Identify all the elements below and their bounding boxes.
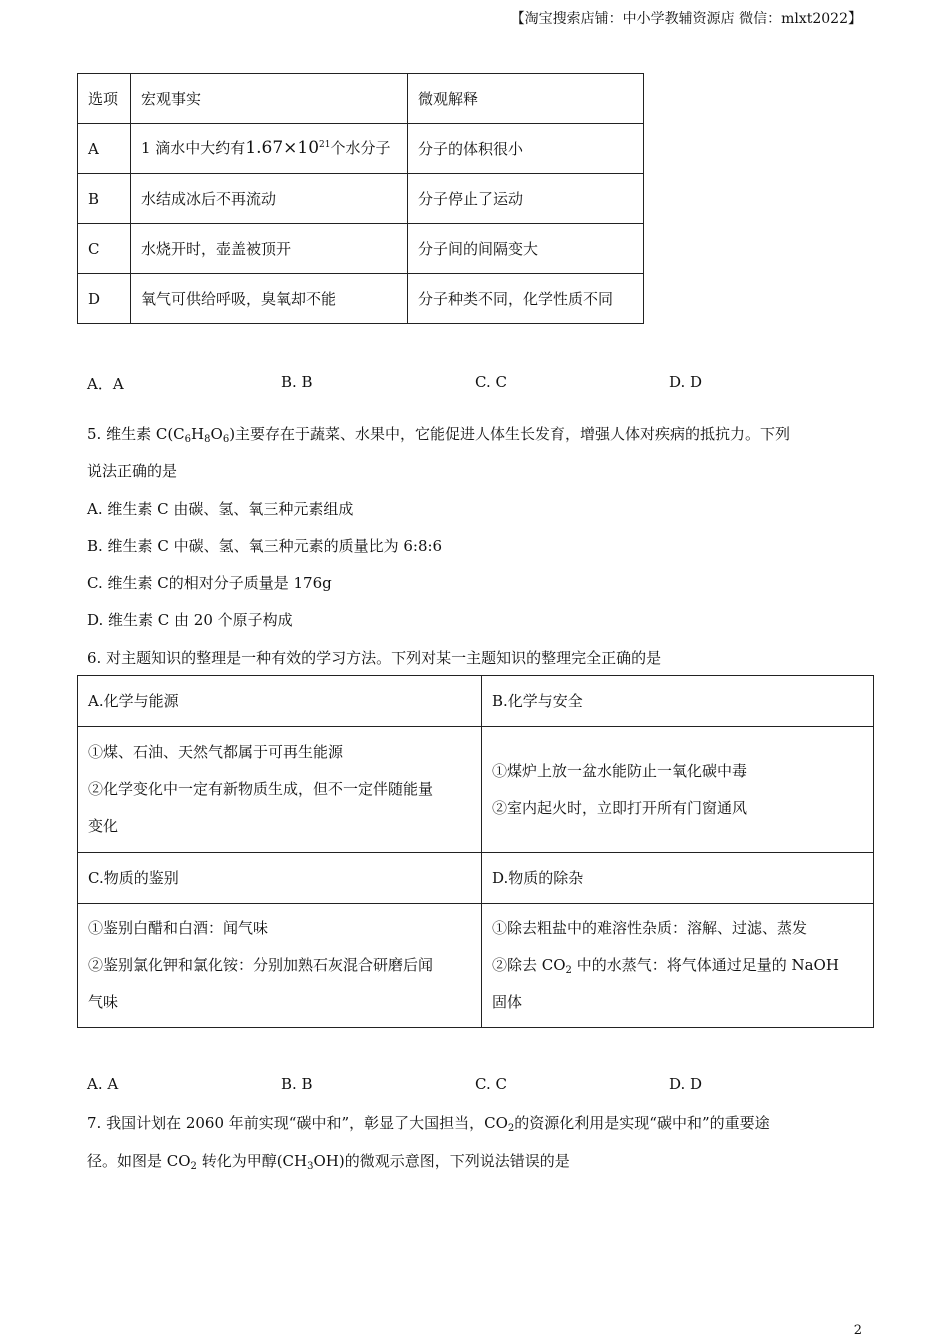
q4-table (77, 73, 644, 324)
cell-line: 变化 (88, 817, 119, 835)
subscript: 3 (307, 1161, 314, 1172)
subscript: 2 (190, 1161, 197, 1172)
stem-text: 的资源化利用是实现“碳中和”的重要途 (514, 1114, 770, 1132)
cell-line: ①除去粗盐中的难溶性杂质：溶解、过滤、蒸发 (492, 919, 808, 937)
table-header-cell: A.化学与能源 (78, 676, 482, 727)
table-cell: 分子停止了运动 (408, 174, 644, 224)
cell-line (492, 947, 863, 984)
table-header-cell: 选项 (78, 74, 131, 124)
q7-stem (87, 1112, 770, 1133)
sci-number: 1.67×10 (245, 138, 320, 159)
table-row (78, 224, 644, 274)
table-row (78, 904, 874, 1028)
option-a[interactable]: A．A (87, 375, 124, 393)
cell-line: ②室内起火时，立即打开所有门窗通风 (492, 798, 748, 817)
table-cell: A (78, 124, 131, 174)
option-a[interactable]: A. A (87, 1075, 119, 1093)
q5-option-a[interactable]: A. 维生素 C 由碳、氢、氧三种元素组成 (87, 500, 354, 518)
subscript: 6 (184, 434, 192, 445)
subscript: 2 (507, 1123, 515, 1134)
table-header-cell: D.物质的除杂 (482, 853, 874, 904)
table-cell: C (78, 224, 131, 274)
table-row (78, 74, 644, 124)
cell-line: ①煤炉上放一盆水能防止一氧化碳中毒 (492, 761, 748, 780)
q6-table (77, 675, 874, 1028)
stem-text: H (191, 425, 205, 443)
option-b[interactable]: B. B (281, 373, 313, 391)
cell-text: ②除去 CO (492, 956, 566, 974)
table-cell: 水烧开时，壶盖被顶开 (131, 224, 408, 274)
q5-option-d[interactable]: D. 维生素 C 由 20 个原子构成 (87, 611, 293, 629)
cell-line: 气味 (88, 993, 119, 1011)
stem-text: 转化为甲醇(CH (196, 1152, 308, 1170)
table-cell: B (78, 174, 131, 224)
option-b[interactable]: B. B (281, 1075, 313, 1093)
q5-option-b[interactable]: B. 维生素 C 中碳、氢、氧三种元素的质量比为 6:8:6 (87, 537, 443, 555)
table-row (78, 124, 644, 174)
option-d[interactable]: D. D (669, 373, 703, 391)
subscript: 6 (222, 434, 230, 445)
table-row (78, 274, 644, 324)
fact-text: 1 滴水中大约有 (141, 139, 246, 158)
q6-stem: 6. 对主题知识的整理是一种有效的学习方法。下列对某一主题知识的整理完全正确的是 (87, 649, 662, 667)
table-cell (78, 904, 482, 1028)
page-number: 2 (853, 1323, 862, 1338)
table-row (78, 174, 644, 224)
cell-line: ②鉴别氯化钾和氯化铵：分别加熟石灰混合研磨后闻 (88, 956, 434, 974)
table-header-cell: C.物质的鉴别 (78, 853, 482, 904)
table-header-cell: 微观解释 (408, 74, 644, 124)
cell-line: ②化学变化中一定有新物质生成，但不一定伴随能量 (88, 780, 434, 798)
stem-text: 5. 维生素 C(C (87, 425, 185, 443)
cell-line: ①煤、石油、天然气都属于可再生能源 (88, 743, 344, 761)
table-cell (482, 727, 874, 853)
table-cell: 氧气可供给呼吸，臭氧却不能 (131, 274, 408, 324)
exponent: 21 (319, 140, 331, 151)
table-row (78, 853, 874, 904)
table-cell: 分子种类不同，化学性质不同 (408, 274, 644, 324)
table-row (78, 727, 874, 853)
option-c[interactable]: C. C (475, 1075, 507, 1093)
cell-text: 中的水蒸气：将气体通过足量的 NaOH (571, 956, 839, 974)
table-cell (78, 727, 482, 853)
table-cell: 分子间的间隔变大 (408, 224, 644, 274)
table-cell (482, 904, 874, 1028)
table-cell (131, 124, 408, 174)
stem-text: OH)的微观示意图，下列说法错误的是 (313, 1152, 570, 1170)
stem-text: O (210, 425, 223, 443)
fact-text: 个水分子 (330, 139, 391, 158)
cell-line: 固体 (492, 993, 523, 1011)
stem-text: 7. 我国计划在 2060 年前实现“碳中和”，彰显了大国担当，CO (87, 1114, 508, 1132)
subscript: 8 (204, 434, 211, 445)
page-header: 【淘宝搜索店铺：中小学教辅资源店 微信：mlxt2022】 (510, 11, 862, 27)
table-header-cell: B.化学与安全 (482, 676, 874, 727)
q5-stem-line2: 说法正确的是 (87, 462, 178, 480)
option-c[interactable]: C. C (475, 373, 507, 391)
subscript: 2 (565, 965, 572, 976)
table-cell: 水结成冰后不再流动 (131, 174, 408, 224)
q5-option-c[interactable]: C. 维生素 C的相对分子质量是 176g (87, 574, 332, 592)
table-row (78, 676, 874, 727)
table-header-cell: 宏观事实 (131, 74, 408, 124)
cell-line: ①鉴别白醋和白酒：闻气味 (88, 919, 269, 937)
stem-text: 径。如图是 CO (87, 1152, 191, 1170)
q7-stem-line2 (87, 1150, 570, 1171)
q5-stem (87, 423, 790, 444)
table-cell: D (78, 274, 131, 324)
option-d[interactable]: D. D (669, 1075, 703, 1093)
stem-text: )主要存在于蔬菜、水果中，它能促进人体生长发育，增强人体对疾病的抵抗力。下列 (229, 425, 791, 443)
table-cell: 分子的体积很小 (408, 124, 644, 174)
